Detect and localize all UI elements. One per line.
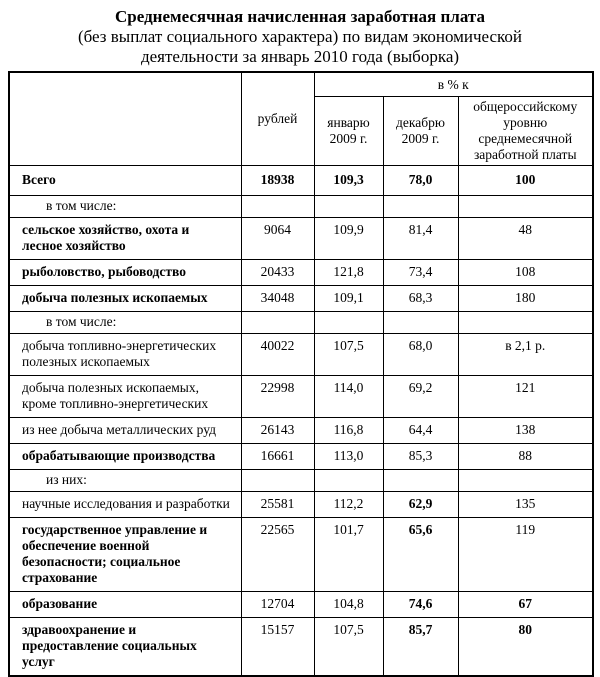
percent-december-cell: 85,7 xyxy=(383,618,458,677)
rubles-cell: 22565 xyxy=(241,518,314,592)
title-line-1: Среднемесячная начисленная заработная плата xyxy=(115,7,485,26)
table-body xyxy=(9,166,593,677)
rubles-cell: 18938 xyxy=(241,166,314,196)
percent-december-cell: 81,4 xyxy=(383,218,458,260)
percent-overall-cell: 119 xyxy=(458,518,593,592)
percent-january-cell: 109,3 xyxy=(314,166,383,196)
percent-december-cell: 73,4 xyxy=(383,260,458,286)
row-label-cell: в том числе: xyxy=(9,196,241,218)
percent-overall-cell: 100 xyxy=(458,166,593,196)
percent-january-cell: 107,5 xyxy=(314,334,383,376)
col-header-percent-of: в % к xyxy=(314,72,593,97)
percent-december-cell xyxy=(383,312,458,334)
row-label-cell: добыча полезных ископаемых xyxy=(9,286,241,312)
table-row xyxy=(9,286,593,312)
section-row xyxy=(9,312,593,334)
table-row xyxy=(9,518,593,592)
table-row xyxy=(9,376,593,418)
percent-december-cell: 85,3 xyxy=(383,444,458,470)
table-header xyxy=(9,72,593,166)
table-row xyxy=(9,166,593,196)
percent-december-cell: 78,0 xyxy=(383,166,458,196)
rubles-cell: 16661 xyxy=(241,444,314,470)
percent-january-cell: 113,0 xyxy=(314,444,383,470)
percent-overall-cell: 48 xyxy=(458,218,593,260)
percent-december-cell xyxy=(383,196,458,218)
row-label-cell: добыча топливно-энергетических полезных ископаемых xyxy=(9,334,241,376)
corner-header-cell xyxy=(9,72,241,166)
percent-january-cell: 101,7 xyxy=(314,518,383,592)
rubles-cell: 26143 xyxy=(241,418,314,444)
table-row xyxy=(9,418,593,444)
percent-overall-cell: 180 xyxy=(458,286,593,312)
row-label-cell: здравоохранение и предоставление социальных услуг xyxy=(9,618,241,677)
table-row xyxy=(9,592,593,618)
percent-january-cell: 104,8 xyxy=(314,592,383,618)
percent-december-cell: 62,9 xyxy=(383,492,458,518)
document-title xyxy=(0,0,600,67)
percent-january-cell: 121,8 xyxy=(314,260,383,286)
percent-overall-cell xyxy=(458,470,593,492)
percent-overall-cell: 121 xyxy=(458,376,593,418)
row-label-cell: рыболовство, рыбоводство xyxy=(9,260,241,286)
table-row xyxy=(9,334,593,376)
table-row xyxy=(9,444,593,470)
row-label-cell: сельское хозяйство, охота и лесное хозяйство xyxy=(9,218,241,260)
percent-january-cell: 116,8 xyxy=(314,418,383,444)
table-row xyxy=(9,618,593,677)
percent-december-cell: 65,6 xyxy=(383,518,458,592)
title-line-3: деятельности за январь 2010 года (выборка) xyxy=(140,47,460,66)
percent-overall-cell: 80 xyxy=(458,618,593,677)
percent-december-cell: 74,6 xyxy=(383,592,458,618)
row-label-cell: государственное управление и обеспечение военной безопасности; социальное страхование xyxy=(9,518,241,592)
percent-overall-cell: 108 xyxy=(458,260,593,286)
percent-january-cell xyxy=(314,196,383,218)
rubles-cell: 20433 xyxy=(241,260,314,286)
rubles-cell: 25581 xyxy=(241,492,314,518)
section-row xyxy=(9,470,593,492)
rubles-cell xyxy=(241,196,314,218)
col-header-overall-level: общероссийскому уровню среднемесячной заработной платы xyxy=(458,97,593,166)
percent-overall-cell: 135 xyxy=(458,492,593,518)
percent-january-cell: 107,5 xyxy=(314,618,383,677)
table-row xyxy=(9,260,593,286)
percent-january-cell xyxy=(314,470,383,492)
percent-overall-cell: в 2,1 р. xyxy=(458,334,593,376)
col-header-december-2009: декабрю 2009 г. xyxy=(383,97,458,166)
percent-overall-cell: 67 xyxy=(458,592,593,618)
title-line-2: (без выплат социального характера) по видам экономической xyxy=(77,27,523,46)
rubles-cell xyxy=(241,312,314,334)
percent-january-cell: 112,2 xyxy=(314,492,383,518)
percent-january-cell: 114,0 xyxy=(314,376,383,418)
row-label-cell: обрабатывающие производства xyxy=(9,444,241,470)
rubles-cell: 15157 xyxy=(241,618,314,677)
section-row xyxy=(9,196,593,218)
row-label-cell: добыча полезных ископаемых, кроме топливно-энергетических xyxy=(9,376,241,418)
percent-january-cell: 109,1 xyxy=(314,286,383,312)
col-header-rubles: рублей xyxy=(241,72,314,166)
percent-january-cell: 109,9 xyxy=(314,218,383,260)
rubles-cell: 34048 xyxy=(241,286,314,312)
percent-overall-cell xyxy=(458,196,593,218)
row-label-cell: из нее добыча металлических руд xyxy=(9,418,241,444)
percent-december-cell: 68,3 xyxy=(383,286,458,312)
table-row xyxy=(9,218,593,260)
percent-december-cell: 64,4 xyxy=(383,418,458,444)
rubles-cell xyxy=(241,470,314,492)
wages-table xyxy=(8,71,594,677)
row-label-cell: из них: xyxy=(9,470,241,492)
percent-december-cell: 68,0 xyxy=(383,334,458,376)
percent-december-cell: 69,2 xyxy=(383,376,458,418)
row-label-cell: в том числе: xyxy=(9,312,241,334)
header-row-1 xyxy=(9,72,593,97)
table-row xyxy=(9,492,593,518)
row-label-cell: Всего xyxy=(9,166,241,196)
percent-overall-cell: 88 xyxy=(458,444,593,470)
percent-january-cell xyxy=(314,312,383,334)
rubles-cell: 12704 xyxy=(241,592,314,618)
rubles-cell: 22998 xyxy=(241,376,314,418)
percent-overall-cell: 138 xyxy=(458,418,593,444)
percent-december-cell xyxy=(383,470,458,492)
percent-overall-cell xyxy=(458,312,593,334)
row-label-cell: образование xyxy=(9,592,241,618)
row-label-cell: научные исследования и разработки xyxy=(9,492,241,518)
rubles-cell: 40022 xyxy=(241,334,314,376)
col-header-january-2009: январю 2009 г. xyxy=(314,97,383,166)
rubles-cell: 9064 xyxy=(241,218,314,260)
